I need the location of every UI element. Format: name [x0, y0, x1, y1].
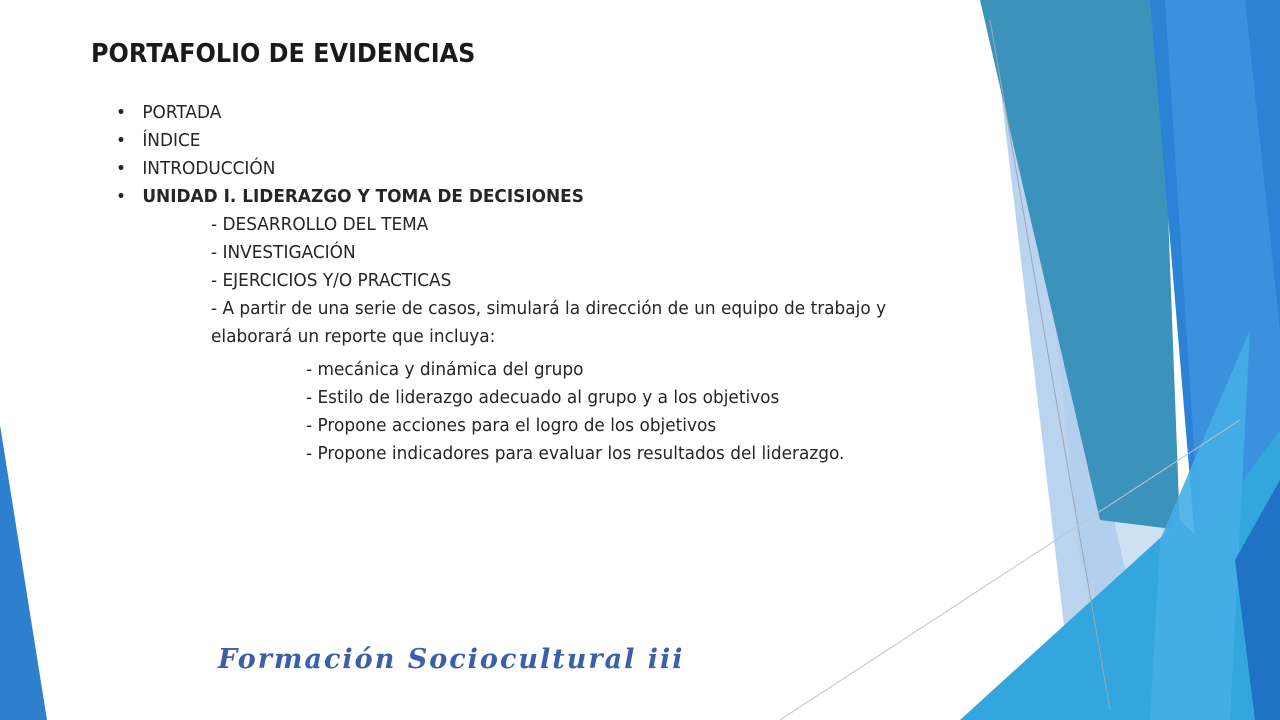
- sub-item-case-description: - A partir de una serie de casos, simulará la dirección de un equipo de trabajo y elaborará un reporte que incluya:: [211, 298, 887, 347]
- criteria-item: - mecánica y dinámica del grupo: [306, 359, 584, 380]
- report-criteria-list: [306, 356, 916, 468]
- bullet-dot: •: [116, 102, 126, 123]
- sub-item: - INVESTIGACIÓN: [211, 242, 356, 263]
- bullet-list: [116, 99, 614, 211]
- slide-title: PORTAFOLIO DE EVIDENCIAS: [91, 39, 476, 69]
- criteria-item: - Propone indicadores para evaluar los resultados del liderazgo.: [306, 443, 845, 464]
- criteria-item: - Estilo de liderazgo adecuado al grupo y a los objetivos: [306, 387, 780, 408]
- bullet-text: ÍNDICE: [142, 130, 201, 151]
- list-item: [116, 155, 584, 183]
- bullet-dot: •: [116, 130, 126, 151]
- sub-item: - DESARROLLO DEL TEMA: [211, 214, 429, 235]
- criteria-item: - Propone acciones para el logro de los objetivos: [306, 415, 717, 436]
- left-accent-triangle: [0, 425, 47, 720]
- unit-sub-list: [211, 211, 991, 351]
- course-footer-title: Formación Sociocultural iii: [218, 644, 685, 675]
- bullet-text: INTRODUCCIÓN: [142, 158, 276, 179]
- sub-item: - EJERCICIOS Y/O PRACTICAS: [211, 270, 452, 291]
- bullet-text: PORTADA: [142, 102, 222, 123]
- bullet-dot: •: [116, 186, 126, 207]
- list-item: [116, 183, 584, 211]
- list-item: [116, 127, 584, 155]
- bullet-dot: •: [116, 158, 126, 179]
- list-item: [116, 99, 584, 127]
- bullet-text-unit: UNIDAD I. LIDERAZGO Y TOMA DE DECISIONES: [142, 186, 584, 207]
